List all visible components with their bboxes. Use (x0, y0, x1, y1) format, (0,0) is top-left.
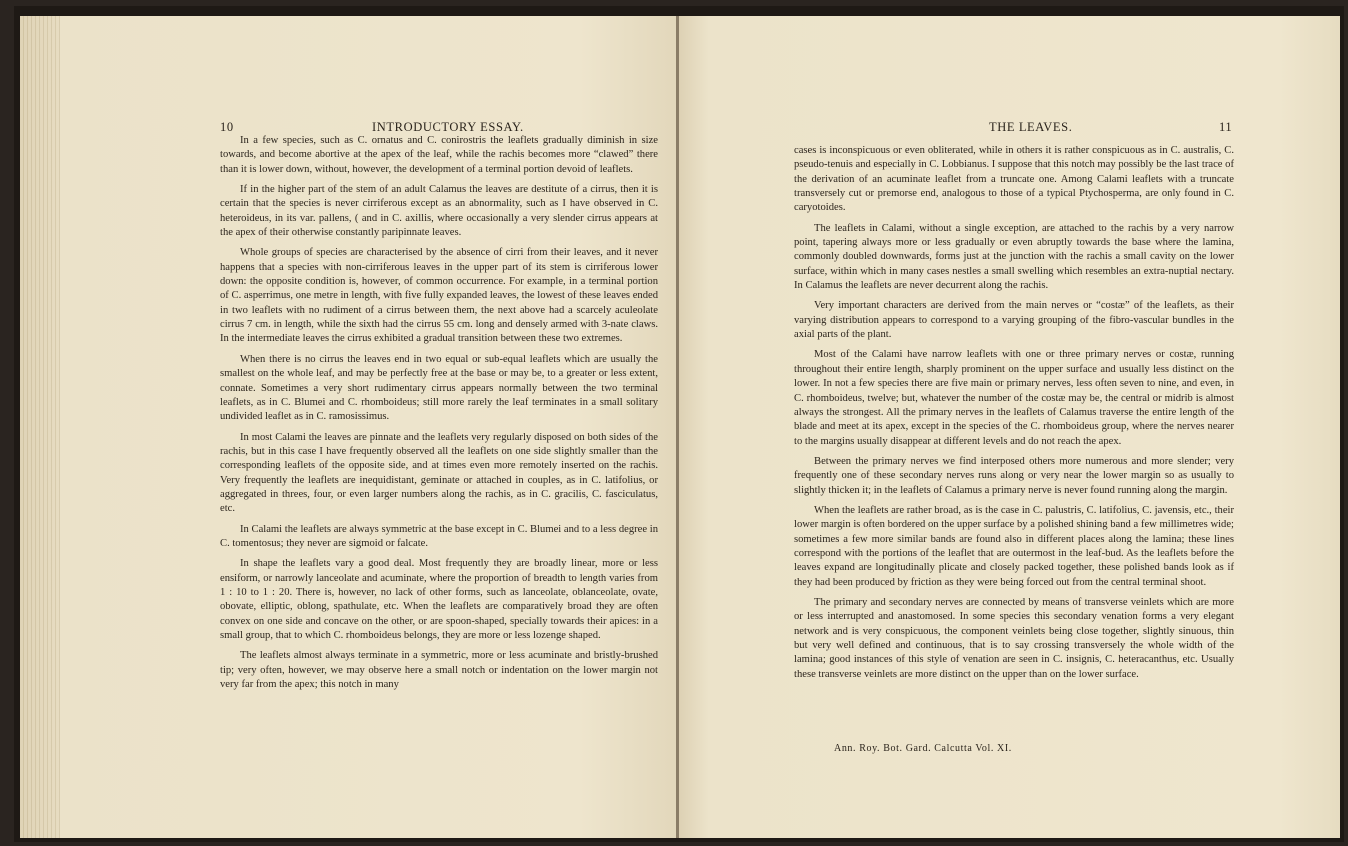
right-body-text (794, 144, 1234, 688)
paragraph: The leaflets in Calami, without a single exception, are attached to the rachis by a very narrow point, tapering always more or less gradually or even abruptly towards the base where the lamina, commonly doubled downwards, forms just at the junction with the rachis a small cavity on the lower surface, within which in many cases nestles a small swelling which resembles an extra-nuptial nectary. In Calamus the leaflets are never decurrent along the rachis. (794, 222, 1234, 292)
paragraph: In Calami the leaflets are always symmetric at the base except in C. Blumei and to a less degree in C. tomentosus; they never are sigmoid or falcate. (220, 523, 658, 549)
paragraph: Between the primary nerves we find interposed others more numerous and more slender; very frequently one of these secondary nerves runs along or very near the lower margin so as usually to slightly thicken it; in the leaflets of Calamus a primary nerve is never found running along the margin. (794, 455, 1234, 496)
paragraph: If in the higher part of the stem of an adult Calamus the leaves are destitute of a cirrus, then it is certain that the species is never cirriferous except as an abnormality, such as I have observed in C. heteroideus, in its var. pallens, ( and in C. axillis, where occasionally a very slender cirrus appears at the apex of their otherwise constantly paripinnate leaves. (220, 184, 658, 239)
book-spread (14, 6, 1344, 842)
paragraph: Most of the Calami have narrow leaflets with one or three primary nerves or costæ, running throughout their entire length, sharply prominent on the upper surface and usually less distinct on the lower. In not a few species there are five main or primary nerves, less often seven to nine, and even, in C. rhomboideus, twelve; but, whatever the number of the costæ may be, the central or midrib is almost always the strongest. All the primary nerves in the leaflets of Calamus traverse the entire length of the blade and meet at its apex, except in the species of the C. rhomboideus group, where the nerves nearer to the margins usually disappear at different levels and do not reach the apex. (794, 349, 1234, 447)
paragraph: The primary and secondary nerves are connected by means of transverse veinlets which are more or less interrupted and anastomosed. In some species this secondary venation forms a very elegant network and is very conspicuous, the component veinlets being close together, slightly sinuous, thin but very well defined and continuous, that is to say crossing transversely the whole width of the lamina; good instances of this style of venation are seen in C. insignis, C. heteracanthus, etc. Usually these transverse veinlets are more distinct on the upper than on the lower surface. (794, 596, 1234, 680)
left-body-text (220, 134, 658, 698)
paragraph: In a few species, such as C. ornatus and C. conirostris the leaflets gradually diminish in size towards, and become abortive at the apex of the leaf, while the rachis becomes more “clawed” there than it is lower down, without, however, the development of a terminal portion devoid of leaflets. (220, 135, 658, 175)
right-page-number: 11 (1219, 120, 1233, 134)
right-page (679, 16, 1340, 838)
left-running-head: INTRODUCTORY ESSAY. (372, 120, 524, 134)
paragraph: In shape the leaflets vary a good deal. Most frequently they are broadly linear, more or less ensiform, or narrowly lanceolate and acuminate, where the proportion of breadth to length varies from 1 : 10 to 1 : 20. There is, however, no lack of other forms, such as lanceolate, oblanceolate, ovate, obovate, elliptic, oblong, spathulate, etc. When the leaflets are comparatively broad they are often convex on one side and concave on the other, or are spoon-shaped, specially towards their apices: in a small group, that to which C. rhomboideus belongs, they are more or less lozenge shaped. (220, 558, 658, 641)
paragraph: In most Calami the leaves are pinnate and the leaflets very regularly disposed on both sides of the rachis, but in this case I have frequently observed all the leaflets on one side slightly smaller than the corresponding leaflets of the opposite side, and at times even more remotely inserted on the rachis. Very frequently the leaflets are inequidistant, geminate or attached in couples, as in C. latifolius, or aggregated in threes, four, or even larger numbers along the rachis, as in C. gracilis, C. fasciculatus, etc. (220, 431, 658, 515)
left-page (20, 16, 677, 838)
paragraph: cases is inconspicuous or even obliterated, while in others it is rather conspicuous as in C. australis, C. pseudo-tenuis and especially in C. Lobbianus. I suppose that this notch may possibly be the last trace of the derivation of an acuminate leaflet from a truncate one. Among Calami leaflets with a truncate transversely cut or premorse end, analogous to those of a typical Ptychosperma, are only found in C. caryotoides. (794, 145, 1234, 214)
paragraph: When the leaflets are rather broad, as is the case in C. palustris, C. latifolius, C. javensis, etc., their lower margin is often bordered on the upper surface by a polished shining band a few millimetres wide; sometimes a few more similar bands are found also in different places along the lamina; these lines correspond with the portions of the leaflet that are outermost in the leaf-bud. As the leaflets before the leaves expand are longitudinally plicate and closely packed together, these polished bands look as if they had been produced by friction as they were being forced out from the central terminal shoot. (794, 504, 1234, 588)
left-page-number: 10 (220, 120, 234, 134)
journal-footer: Ann. Roy. Bot. Gard. Calcutta Vol. XI. (834, 743, 1012, 754)
paragraph: Whole groups of species are characterised by the absence of cirri from their leaves, and it never happens that a species with non-cirriferous leaves in the upper part of its stem is cirriferous lower down: the opposite condition is, however, of common occurrence. For example, in a terminal portion of C. asperrimus, one metre in length, with five fully expanded leaves, the lowest of these leaves ended in two leaflets with no rudiment of a cirrus between them, the next above had a scarcely aculeolate cirrus 7 cm. in length, while the sixth had the cirrus 55 cm. long and densely armed with 3-nate claws. In the intermediate leaves the cirrus exhibited a gradual transition between these two extremes. (220, 247, 658, 345)
page-edges (20, 16, 60, 838)
paragraph: When there is no cirrus the leaves end in two equal or sub-equal leaflets which are usually the smallest on the whole leaf, and may be perfectly free at the base or may be, to a greater or less extent, connate. Sometimes a very short rudimentary cirrus appears normally between the two terminal leaflets, as in C. Blumei and C. rhomboideus; still more rarely the leaf terminates in a small solitary undivided leaflet as in C. ramosissimus. (220, 353, 658, 423)
paragraph: The leaflets almost always terminate in a symmetric, more or less acuminate and bristly-brushed tip; very often, however, we may observe here a small notch or indentation on the lower margin not very far from the apex; this notch in many (220, 650, 658, 691)
right-running-head: THE LEAVES. (989, 120, 1073, 134)
paragraph: Very important characters are derived from the main nerves or “costæ” of the leaflets, as their varying distribution appears to correspond to a varying grouping of the fibro-vascular bundles in the axial parts of the plant. (794, 300, 1234, 341)
